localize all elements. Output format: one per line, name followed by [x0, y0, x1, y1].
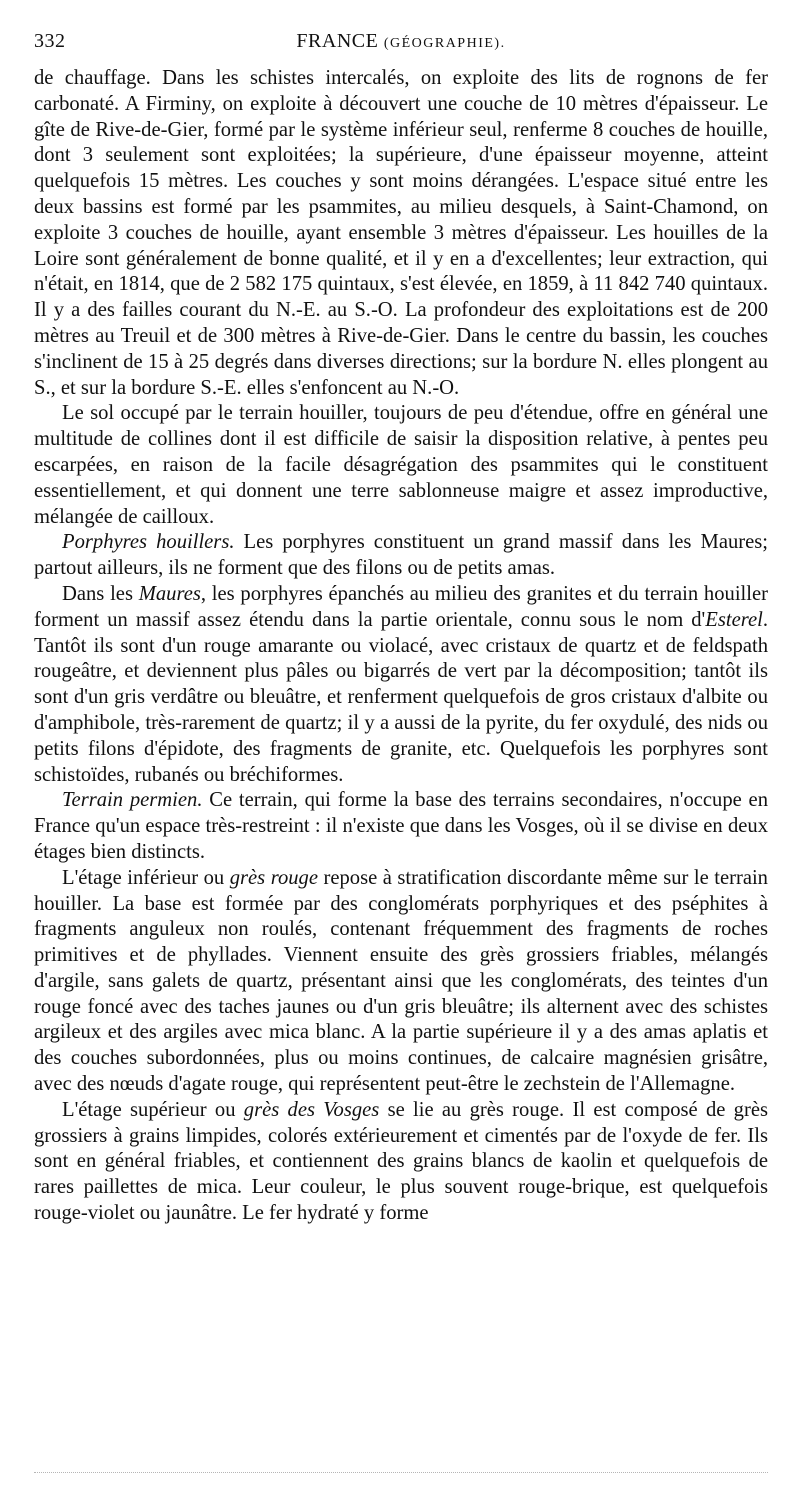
page-number: 332 — [34, 30, 66, 52]
italic-term: Porphyres houillers. — [62, 531, 235, 554]
document-page — [34, 26, 768, 1227]
paragraph — [34, 530, 768, 582]
paragraph — [34, 866, 768, 1098]
italic-term: Maures — [138, 582, 201, 605]
italic-term: grès des Vosges — [243, 1098, 380, 1121]
paragraph-text: de chauffage. Dans les schistes intercalés, on exploite des lits de rognons de fer carbonaté. A Firminy, on exploite à découvert une couche de 10 mètres d'épaisseur. Le gîte de Rive-de-Gier, formé par le système inférieur seul, renferme 8 couches de houille, dont 3 seulement sont exploitées; la supérieure, d'une épaisseur moyenne, atteint quelquefois 15 mètres. Les couches y sont moins dérangées. L'espace situé entre les deux bassins est formé par les psammites, au milieu desquels, à Saint-Chamond, on exploite 3 couches de houille, ayant ensemble 3 mètres d'épaisseur. Les houilles de la Loire sont généralement de bonne qualité, et il y en a d'excellentes; leur extraction, qui n'était, en 1814, que de 2 582 175 quintaux, s'est élevée, en 1859, à 11 842 740 quintaux. Il y a des failles courant du N.-E. au S.-O. La profondeur des exploitations est de 200 mètres au Treuil et de 300 mètres à Rive-de-Gier. Dans le centre du bassin, les couches s'inclinent de 15 à 25 degrés dans diverses directions; sur la bordure N. elles plongent au S., et sur la bordure S.-E. elles s'enfoncent au N.-O. — [34, 67, 768, 399]
paragraph-text: , les porphyres épanchés au milieu des granites et du terrain houiller forment un massif assez étendu dans la partie orientale, connu sous le nom d' — [34, 582, 768, 631]
paragraph — [34, 66, 768, 401]
running-title-main: FRANCE — [296, 30, 379, 52]
paragraph-text: L'étage inférieur ou — [62, 866, 230, 889]
paragraph-text: repose à stratification discordante même sur le terrain houiller. La base est formée par des conglomérats porphyriques et des pséphites à fragments anguleux non roulés, contenant fréquemment des fragments de roches primitives et de phyllades. Viennent ensuite des grès grossiers friables, mélangés d'argile, sans galets de quartz, présentant ainsi que les conglomérats, des teintes d'un rouge foncé avec des taches jaunes ou d'un gris bleuâtre; ils alternent avec des schistes argileux et des argiles avec mica blanc. A la partie supérieure il y a des amas aplatis et des couches subordonnées, plus ou moins continues, de calcaire magnésien grisâtre, avec des nœuds d'agate rouge, qui représentent peut-être le zechstein de l'Allemagne. — [34, 866, 768, 1096]
paragraph-text: Ce terrain, qui forme la base des terrains secondaires, n'occupe en France qu'un espace très-restreint : il n'existe que dans les Vosges, où il se divise en deux étages bien distincts. — [34, 789, 768, 863]
paragraph-text: se lie au grès rouge. Il est composé de grès grossiers à grains limpides, colorés extérieurement et cimentés par de l'oxyde de fer. Ils sont en général friables, et contiennent des grains blancs de kaolin et quelquefois de rares paillettes de mica. Leur couleur, le plus souvent rouge-brique, est quelquefois rouge-violet ou jaunâtre. Le fer hydraté y forme — [34, 1098, 768, 1225]
paragraph — [34, 582, 768, 788]
body-text — [34, 66, 768, 1227]
italic-term: Terrain permien. — [62, 789, 203, 812]
paragraph-text: Dans les — [62, 582, 139, 605]
running-title — [34, 30, 768, 53]
paragraph-text: L'étage supérieur ou — [62, 1098, 244, 1121]
italic-term: grès rouge — [229, 866, 318, 889]
running-title-subtitle: (GÉOGRAPHIE). — [383, 36, 506, 51]
paragraph-text: Les porphyres constituent un grand massif dans les Maures; partout ailleurs, ils ne forment que des filons ou de petits amas. — [34, 531, 768, 580]
paragraph — [34, 788, 768, 865]
paragraph — [34, 401, 768, 530]
paragraph — [34, 1098, 768, 1227]
paragraph-text: . Tantôt ils sont d'un rouge amarante ou violacé, avec cristaux de quartz et de feldspath rougeâtre, et deviennent plus pâles ou bigarrés de vert par la décomposition; tantôt ils sont d'un gris verdâtre ou bleuâtre, et renferment quelquefois de gros cristaux d'albite ou d'amphibole, très-rarement de quartz; il y a aussi de la pyrite, du fer oxydulé, des nids ou petits filons d'épidote, des fragments de granite, etc. Quelquefois les porphyres sont schistoïdes, rubanés ou bréchiformes. — [34, 608, 768, 786]
italic-term: Esterel — [705, 608, 763, 631]
page-header — [34, 26, 768, 66]
paragraph-text: Le sol occupé par le terrain houiller, toujours de peu d'étendue, offre en général une multitude de collines dont il est difficile de saisir la disposition relative, à pentes peu escarpées, en raison de la facile désagrégation des psammites qui le constituent essentiellement, et qui donnent une terre sablonneuse maigre et assez improductive, mélangée de cailloux. — [34, 402, 768, 528]
footer-rule — [34, 1472, 768, 1473]
